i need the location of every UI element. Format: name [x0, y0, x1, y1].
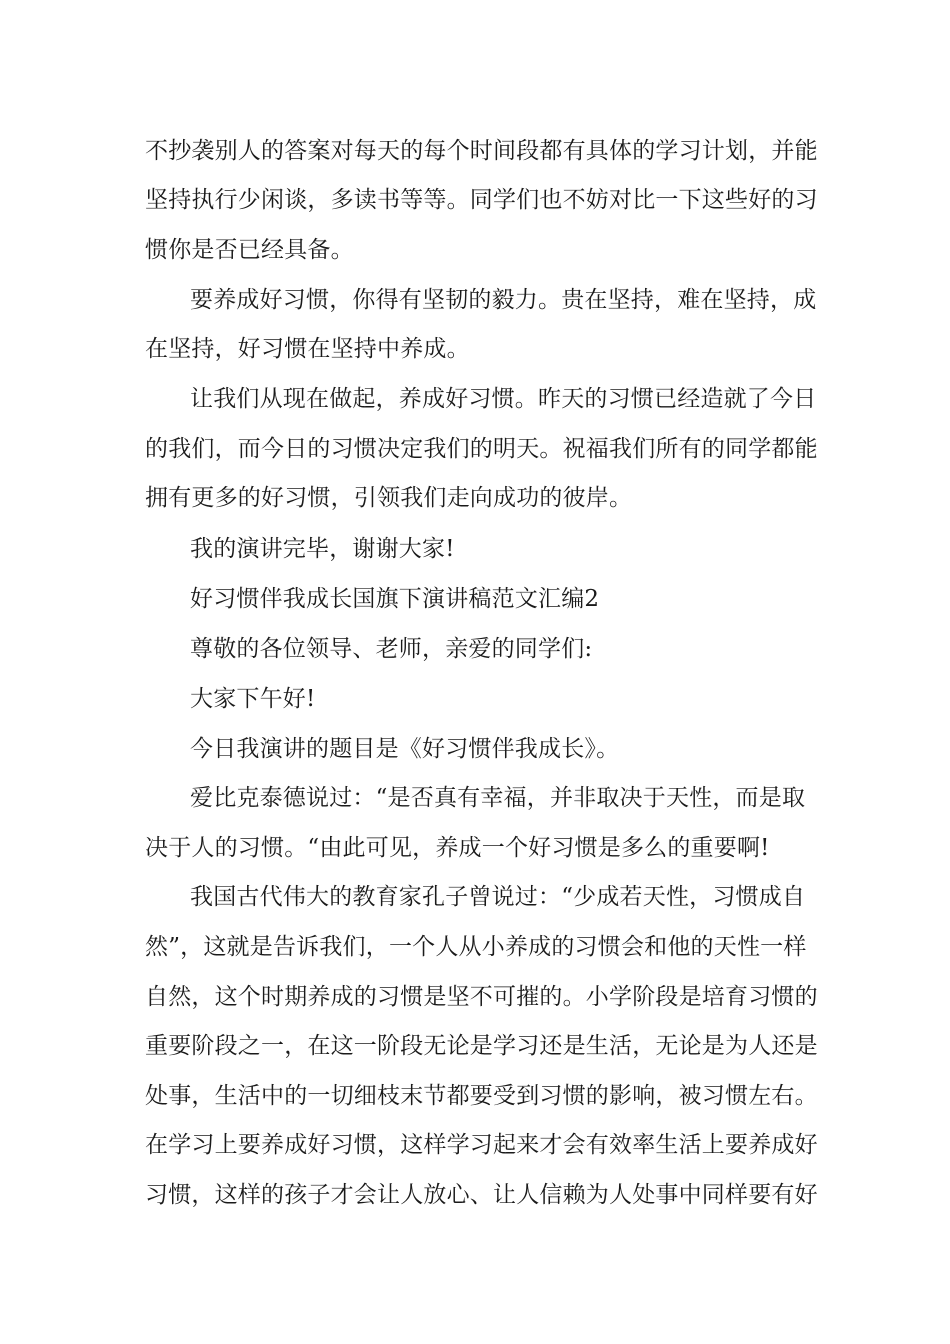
text-line: 然”，这就是告诉我们，一个人从小养成的习惯会和他的天性一样 [145, 934, 807, 960]
text-line: 坚持执行少闲谈，多读书等等。同学们也不妨对比一下这些好的习 [145, 187, 818, 213]
text-line: 处事，生活中的一切细枝末节都要受到习惯的影响，被习惯左右。 [145, 1083, 818, 1109]
text-line: 让我们从现在做起，养成好习惯。昨天的习惯已经造就了今日 [190, 386, 817, 412]
text-line: 惯你是否已经具备。 [145, 237, 354, 263]
text-line: 重要阶段之一，在这一阶段无论是学习还是生活，无论是为人还是 [145, 1033, 818, 1059]
text-line: 习惯，这样的孩子才会让人放心、让人信赖为人处事中同样要有好 [145, 1182, 818, 1208]
text-line: 拥有更多的好习惯，引领我们走向成功的彼岸。 [145, 485, 633, 511]
text-line: 在坚持，好习惯在坚持中养成。 [145, 336, 470, 362]
text-line: 不抄袭别人的答案对每天的每个时间段都有具体的学习计划，并能 [145, 138, 818, 164]
text-line: 的我们，而今日的习惯决定我们的明天。祝福我们所有的同学都能 [145, 436, 818, 462]
text-line: 要养成好习惯，你得有坚韧的毅力。贵在坚持，难在坚持，成 [190, 287, 817, 313]
text-line: 决于人的习惯。“由此可见，养成一个好习惯是多么的重要啊! [145, 835, 770, 861]
text-line: 今日我演讲的题目是《好习惯伴我成长》。 [190, 736, 620, 762]
text-line: 在学习上要养成好习惯，这样学习起来才会有效率生活上要养成好 [145, 1132, 818, 1158]
text-line: 自然，这个时期养成的习惯是坚不可摧的。小学阶段是培育习惯的 [145, 984, 818, 1010]
text-line: 我国古代伟大的教育家孔子曾说过：“少成若天性，习惯成自 [190, 884, 806, 910]
text-line: 我的演讲完毕，谢谢大家! [190, 536, 455, 562]
text-line: 尊敬的各位领导、老师，亲爱的同学们: [190, 636, 593, 662]
section-title: 好习惯伴我成长国旗下演讲稿范文汇编2 [190, 586, 600, 612]
text-line: 大家下午好! [190, 686, 316, 712]
text-line: 爱比克泰德说过：“是否真有幸福，并非取决于天性，而是取 [190, 785, 806, 811]
